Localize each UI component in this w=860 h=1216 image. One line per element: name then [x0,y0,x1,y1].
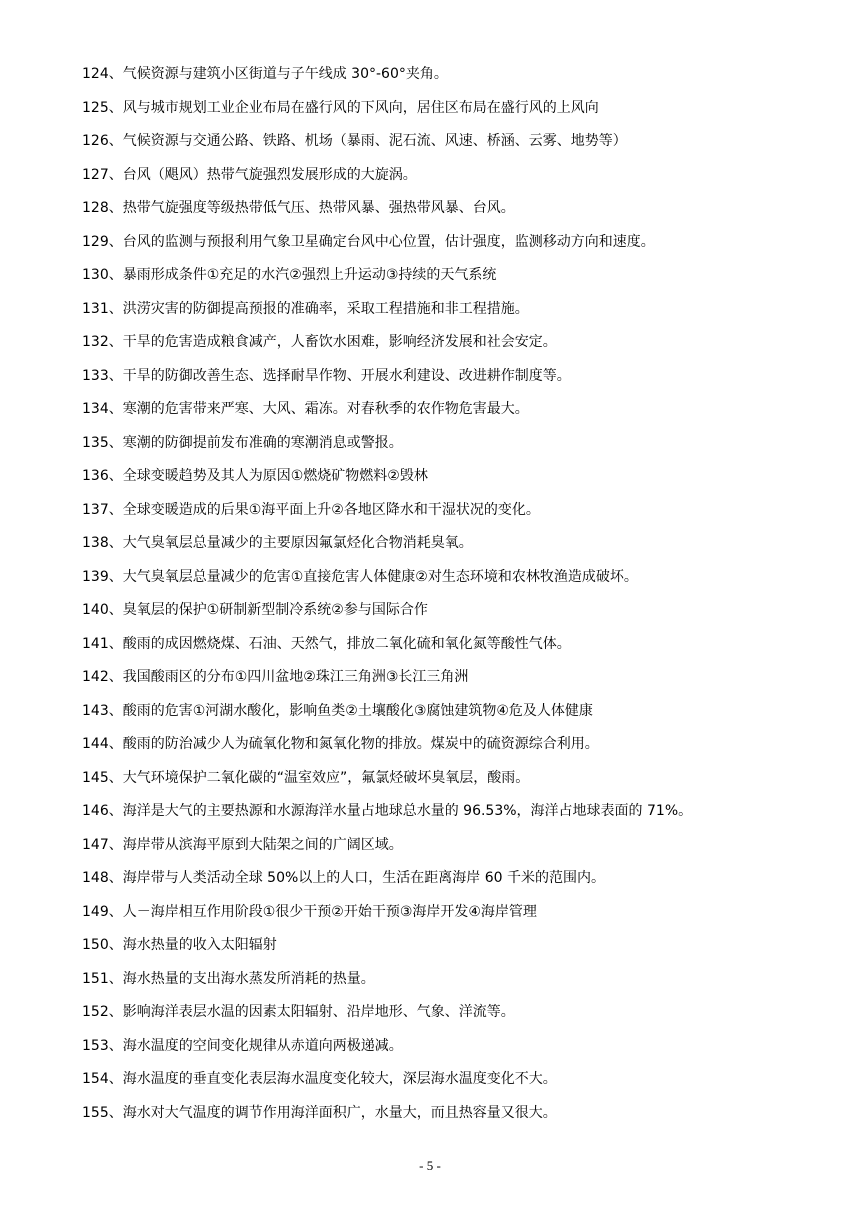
list-item: 153、海水温度的空间变化规律从赤道向两极递减。 [82,1037,403,1054]
list-item: 136、全球变暖趋势及其人为原因①燃烧矿物燃料②毁林 [82,468,428,484]
page-number: - 5 - [419,1158,441,1173]
list-item: 131、洪涝灾害的防御提高预报的准确率，采取工程措施和非工程措施。 [82,300,529,317]
list-item: 129、台风的监测与预报利用气象卫星确定台风中心位置，估计强度，监测移动方向和速度。 [82,233,655,250]
list-item: 151、海水热量的支出海水蒸发所消耗的热量。 [82,970,375,987]
list-item: 127、台风（飓风）热带气旋强烈发展形成的大旋涡。 [82,166,417,183]
list-item: 134、寒潮的危害带来严寒、大风、霜冻。对春秋季的农作物危害最大。 [82,401,529,417]
list-item: 130、暴雨形成条件①充足的水汽②强烈上升运动③持续的天气系统 [82,267,497,283]
list-item: 141、酸雨的成因燃烧煤、石油、天然气，排放二氧化硫和氧化氮等酸性气体。 [82,635,571,652]
list-item: 144、酸雨的防治减少人为硫氧化物和氮氧化物的排放。煤炭中的硫资源综合利用。 [82,736,599,752]
list-item: 128、热带气旋强度等级热带低气压、热带风暴、强热带风暴、台风。 [82,200,515,216]
list-item: 140、臭氧层的保护①研制新型制冷系统②参与国际合作 [82,602,428,618]
list-item: 137、全球变暖造成的后果①海平面上升②各地区降水和干湿状况的变化。 [82,501,540,518]
list-item: 143、酸雨的危害①河湖水酸化，影响鱼类②土壤酸化③腐蚀建筑物④危及人体健康 [82,702,593,719]
list-item: 149、人－海岸相互作用阶段①很少干预②开始干预③海岸开发④海岸管理 [82,903,537,920]
list-item: 146、海洋是大气的主要热源和水源海洋水量占地球总水量的 96.53%，海洋占地球表面的 71%。 [82,803,693,819]
list-item: 138、大气臭氧层总量减少的主要原因氟氯烃化合物消耗臭氧。 [82,535,473,551]
list-item: 155、海水对大气温度的调节作用海洋面积广，水量大，而且热容量又很大。 [82,1104,557,1121]
list-item: 125、风与城市规划工业企业布局在盛行风的下风向，居住区布局在盛行风的上风向 [82,99,599,116]
list-item: 142、我国酸雨区的分布①四川盆地②珠江三角洲③长江三角洲 [82,669,469,685]
list-item: 148、海岸带与人类活动全球 50%以上的人口，生活在距离海岸 60 千米的范围内。 [82,870,606,886]
list-item: 154、海水温度的垂直变化表层海水温度变化较大，深层海水温度变化不大。 [82,1071,557,1087]
list-item: 133、干旱的防御改善生态、选择耐旱作物、开展水利建设、改进耕作制度等。 [82,367,571,384]
list-item: 135、寒潮的防御提前发布准确的寒潮消息或警报。 [82,434,403,451]
list-item: 126、气候资源与交通公路、铁路、机场（暴雨、泥石流、风速、桥涵、云雾、地势等） [82,133,627,149]
list-item: 132、干旱的危害造成粮食减产，人畜饮水困难，影响经济发展和社会安定。 [82,334,557,350]
list-item: 150、海水热量的收入太阳辐射 [82,937,277,953]
list-item: 152、影响海洋表层水温的因素太阳辐射、沿岸地形、气象、洋流等。 [82,1004,515,1020]
list-item: 124、气候资源与建筑小区街道与子午线成 30°-60°夹角。 [82,66,448,82]
list-item: 147、海岸带从滨海平原到大陆架之间的广阔区域。 [82,836,403,853]
list-item: 145、大气环境保护二氧化碳的“温室效应”，氟氯烃破坏臭氧层，酸雨。 [82,769,530,786]
numbered-list [82,58,842,1130]
list-item: 139、大气臭氧层总量减少的危害①直接危害人体健康②对生态环境和农林牧渔造成破坏。 [82,568,638,585]
